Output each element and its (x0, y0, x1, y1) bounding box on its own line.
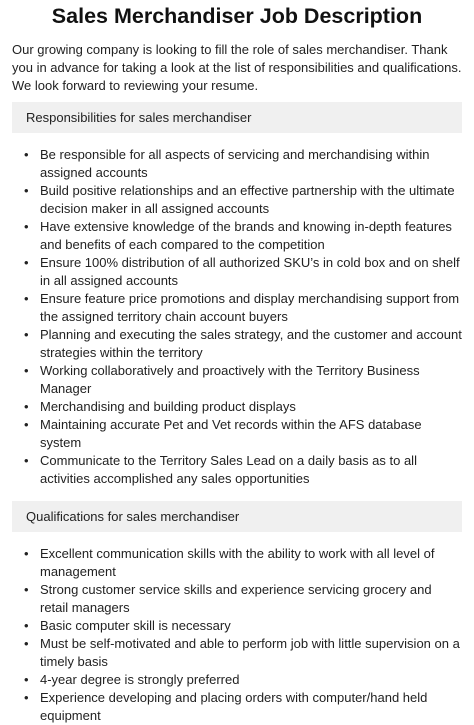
bullet-icon: • (24, 690, 29, 705)
list-item-text: Strong customer service skills and experience servicing grocery and retail managers (40, 582, 432, 615)
bullet-icon: • (24, 183, 29, 198)
qualifications-list (12, 545, 462, 725)
list-item (24, 689, 462, 725)
list-item-text: Be responsible for all aspects of servicing and merchandising within assigned accounts (40, 147, 430, 180)
bullet-icon: • (24, 636, 29, 651)
list-item (24, 416, 462, 452)
intro-paragraph: Our growing company is looking to fill the role of sales merchandiser. Thank you in advance for taking a look at the list of responsibilities and qualifications. We look forward to reviewing your resume. (12, 42, 462, 93)
list-item-text: Must be self-motivated and able to perform job with little supervision on a timely basis (40, 636, 460, 669)
list-item (24, 146, 462, 182)
bullet-icon: • (24, 546, 29, 561)
qualifications-heading: Qualifications for sales merchandiser (12, 501, 462, 532)
list-item (24, 326, 462, 362)
list-item-text: Excellent communication skills with the ability to work with all level of management (40, 546, 435, 579)
list-item (24, 362, 462, 398)
list-item (24, 581, 462, 617)
list-item-text: Ensure 100% distribution of all authorized SKU’s in cold box and on shelf in all assigned accounts (40, 255, 460, 288)
list-item (24, 182, 462, 218)
bullet-icon: • (24, 327, 29, 342)
list-item (24, 290, 462, 326)
bullet-icon: • (24, 219, 29, 234)
bullet-icon: • (24, 582, 29, 597)
list-item-text: Maintaining accurate Pet and Vet records within the AFS database system (40, 417, 422, 450)
list-item-text: 4-year degree is strongly preferred (40, 672, 240, 687)
list-item-text: Basic computer skill is necessary (40, 618, 231, 633)
list-item (24, 452, 462, 488)
list-item (24, 254, 462, 290)
list-item-text: Experience developing and placing orders with computer/hand held equipment (40, 690, 428, 723)
list-item-text: Working collaboratively and proactively with the Territory Business Manager (40, 363, 420, 396)
list-item (24, 671, 462, 689)
page-title: Sales Merchandiser Job Description (51, 4, 423, 28)
bullet-icon: • (24, 672, 29, 687)
bullet-icon: • (24, 417, 29, 432)
bullet-icon: • (24, 399, 29, 414)
list-item-text: Have extensive knowledge of the brands and knowing in-depth features and benefits of each compared to the competition (40, 219, 452, 252)
list-item (24, 617, 462, 635)
list-item-text: Merchandising and building product displays (40, 399, 296, 414)
list-item-text: Communicate to the Territory Sales Lead on a daily basis as to all activities accomplished any sales opportunities (40, 453, 417, 486)
bullet-icon: • (24, 255, 29, 270)
list-item (24, 218, 462, 254)
list-item-text: Build positive relationships and an effective partnership with the ultimate decision maker in all assigned accounts (40, 183, 455, 216)
responsibilities-heading: Responsibilities for sales merchandiser (12, 102, 462, 133)
bullet-icon: • (24, 618, 29, 633)
responsibilities-list (12, 146, 462, 488)
list-item (24, 398, 462, 416)
bullet-icon: • (24, 147, 29, 162)
list-item (24, 635, 462, 671)
list-item (24, 545, 462, 581)
list-item-text: Planning and executing the sales strategy, and the customer and account strategies within the territory (40, 327, 462, 360)
bullet-icon: • (24, 363, 29, 378)
bullet-icon: • (24, 291, 29, 306)
list-item-text: Ensure feature price promotions and display merchandising support from the assigned territory chain account buyers (40, 291, 460, 324)
bullet-icon: • (24, 453, 29, 468)
